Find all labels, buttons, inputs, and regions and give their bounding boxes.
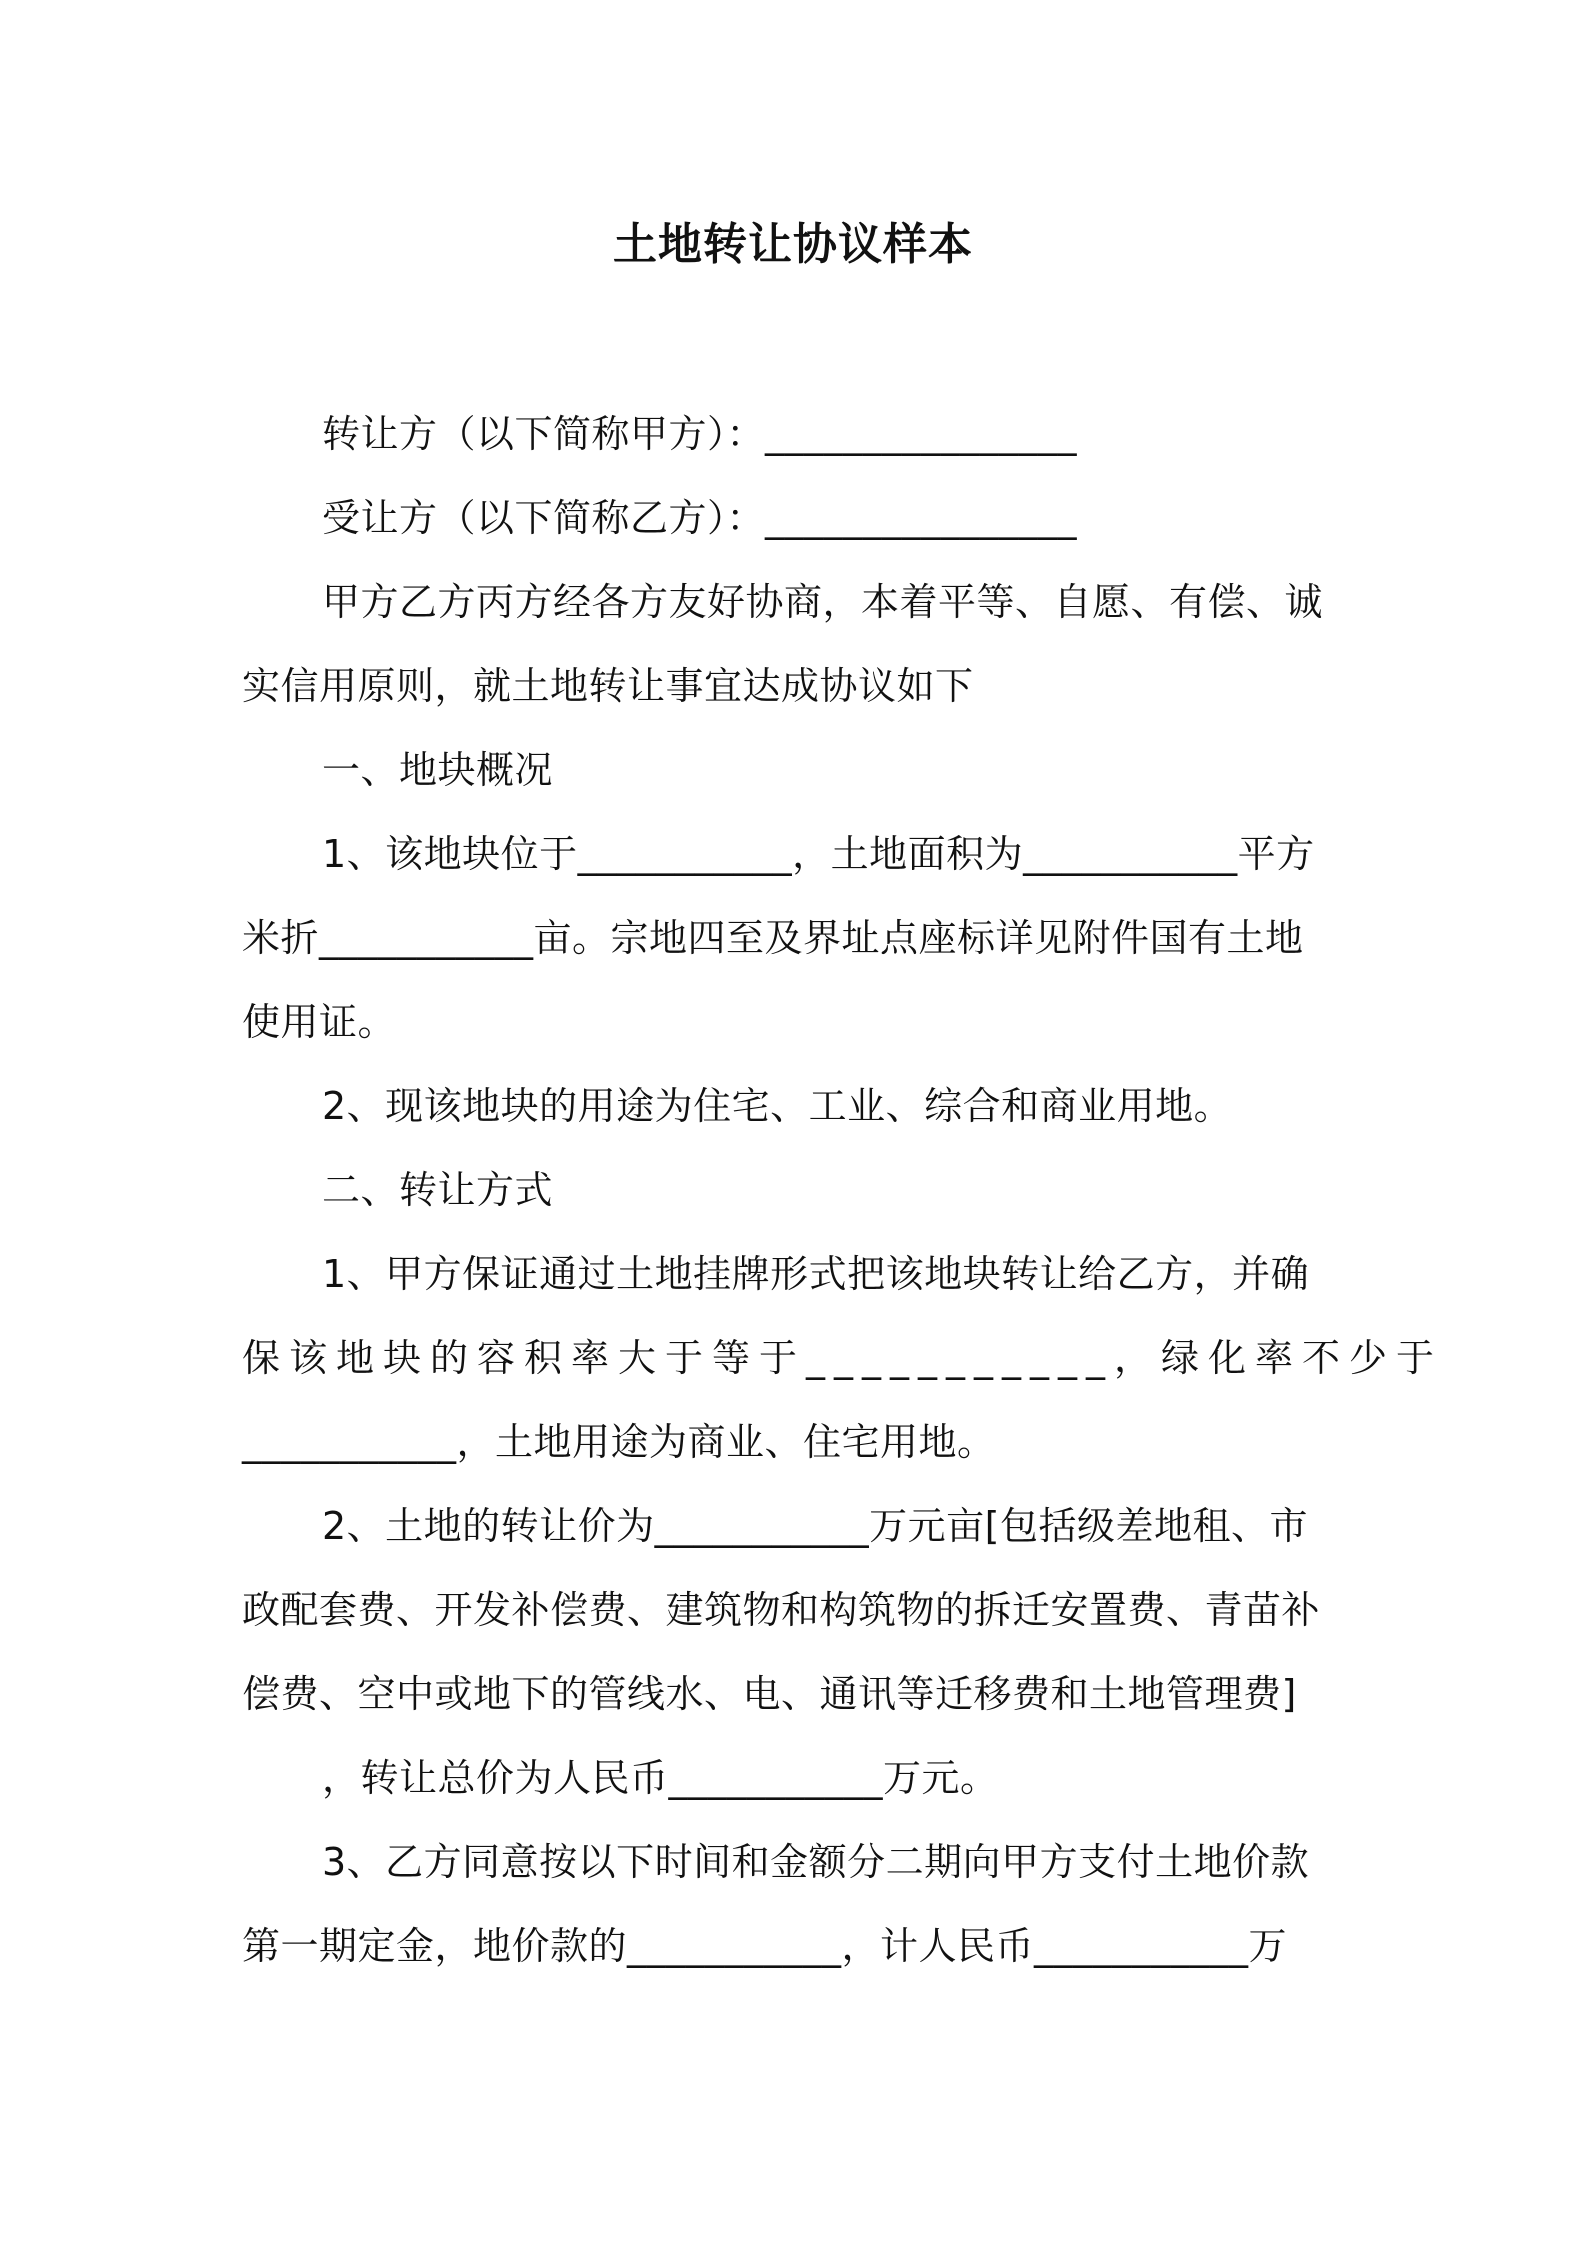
paragraph-line: 保该地块的容积率大于等于___________，绿化率不少于 [242, 1336, 1444, 1380]
paragraph-line: 使用证。 [242, 1000, 397, 1044]
paragraph-line: 3、乙方同意按以下时间和金额分二期向甲方支付土地价款 [322, 1840, 1310, 1884]
section-heading: 一、地块概况 [322, 748, 554, 792]
transferor-line: 转让方（以下简称甲方）：________________ [322, 412, 1078, 456]
paragraph-line: 偿费、空中或地下的管线水、电、通讯等迁移费和土地管理费] [242, 1672, 1297, 1716]
transferee-line: 受让方（以下简称乙方）：________________ [322, 496, 1078, 540]
paragraph-line: 实信用原则，就土地转让事宜达成协议如下 [242, 664, 974, 708]
paragraph-line: 2、现该地块的用途为住宅、工业、综合和商业用地。 [322, 1084, 1233, 1128]
paragraph-line: 政配套费、开发补偿费、建筑物和构筑物的拆迁安置费、青苗补 [242, 1588, 1321, 1632]
paragraph-line: ，转让总价为人民币___________万元。 [322, 1756, 999, 1800]
paragraph-line: 甲方乙方丙方经各方友好协商，本着平等、自愿、有偿、诚 [322, 580, 1324, 624]
section-heading: 二、转让方式 [322, 1168, 554, 1212]
paragraph-line: 第一期定金，地价款的___________，计人民币___________万 [242, 1924, 1288, 1968]
paragraph-line: 1、该地块位于___________，土地面积为___________平方 [322, 832, 1315, 876]
paragraph-line: 1、甲方保证通过土地挂牌形式把该地块转让给乙方，并确 [322, 1252, 1310, 1296]
paragraph-line: ___________，土地用途为商业、住宅用地。 [242, 1420, 996, 1464]
paragraph-line: 米折___________亩。宗地四至及界址点座标详见附件国有土地 [242, 916, 1304, 960]
paragraph-line: 2、土地的转让价为___________万元亩[包括级差地租、市 [322, 1504, 1309, 1548]
document-title: 土地转让协议样本 [613, 219, 973, 270]
